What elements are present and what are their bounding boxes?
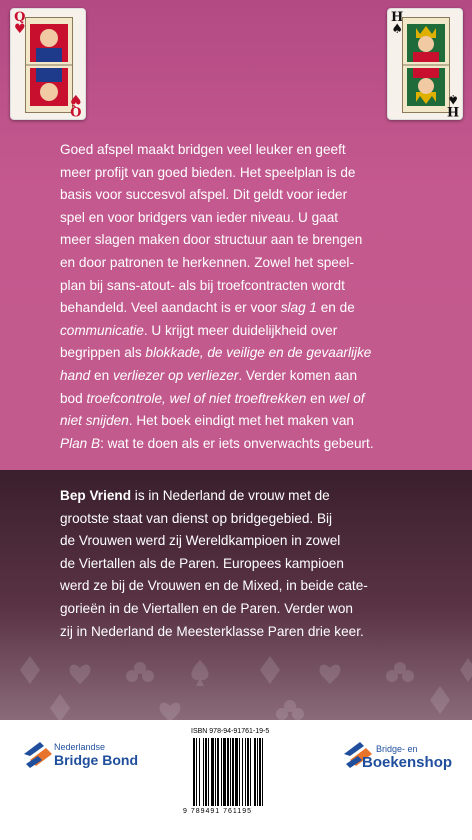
isbn-label: ISBN 978-94-91761-19-5 — [191, 728, 270, 735]
text-run: . Verder komen aan — [238, 367, 357, 383]
text-run: werd ze bij de Vrouwen en de Mixed, in beide cate- — [60, 578, 368, 594]
text-run: behandeld. Veel aandacht is er voor — [60, 300, 281, 316]
emphasis-italic: slag 1 — [280, 300, 317, 316]
author-line — [60, 485, 368, 508]
text-run: meer profijt van goed bieden. Het speelplan is de — [60, 164, 356, 180]
text-run: zij in Nederland de Meesterklasse Paren drie keer. — [60, 623, 364, 639]
description-line — [60, 162, 374, 185]
description-line — [60, 320, 374, 343]
text-run: spel en voor bridgers van ieder niveau. U gaat — [60, 209, 339, 225]
text-run: de Vrouwen werd zij Wereldkampioen in zowel — [60, 533, 341, 549]
description-line — [60, 388, 374, 411]
text-run: en — [306, 390, 330, 406]
bebs-logo-line2: Boekenshop — [362, 754, 453, 771]
king-figure-icon — [402, 17, 450, 113]
text-run: basis voor succesvol afspel. Dit geldt voor ieder — [60, 187, 348, 203]
book-description — [60, 139, 374, 455]
author-line — [60, 553, 368, 576]
author-line — [60, 530, 368, 553]
bridge-en-boekenshop-logo — [340, 732, 465, 792]
author-bio — [60, 485, 368, 643]
nbb-logo-line2: Bridge Bond — [54, 752, 138, 768]
emphasis-italic: troefcontrole, wel of niet troeftrekken — [86, 390, 307, 406]
text-run: is in Nederland de vrouw met de — [131, 488, 330, 503]
text-run: : wat te doen als er iets onverwachts gebeurt. — [100, 435, 374, 451]
text-run: en — [90, 367, 113, 383]
emphasis-bold: Bep Vriend — [60, 488, 132, 503]
bebs-logo-line1: Bridge- en — [376, 744, 418, 754]
emphasis-italic: verliezer op verliezer — [112, 367, 239, 383]
text-run: en de — [316, 300, 355, 316]
author-line — [60, 621, 368, 644]
description-line — [60, 184, 374, 207]
card-corner-bottom: H ♠ — [446, 91, 459, 118]
description-line — [60, 410, 374, 433]
text-run: . U krijgt meer duidelijkheid over — [143, 322, 338, 338]
emphasis-italic: Plan B — [60, 435, 101, 451]
text-run: . Het boek eindigt met het maken van — [128, 413, 354, 429]
text-run: de Viertallen als de Paren. Europees kampioen — [60, 555, 344, 571]
king-of-spades-card — [387, 8, 463, 120]
description-line — [60, 433, 374, 456]
author-line — [60, 575, 368, 598]
description-line — [60, 252, 374, 275]
author-line — [60, 508, 368, 531]
queen-figure-icon — [25, 17, 73, 113]
emphasis-italic: niet snijden — [60, 413, 129, 429]
text-run: en door patronen te herkennen. Zowel het speel- — [60, 254, 354, 270]
barcode-icon — [187, 726, 287, 818]
card-corner-top: Q ♥ — [14, 10, 26, 37]
description-line — [60, 365, 374, 388]
description-line — [60, 342, 374, 365]
text-run: plan bij sans-atout- als bij troefcontracten wordt — [60, 277, 345, 293]
card-corner-top: H ♠ — [391, 10, 404, 37]
text-run: gorieën in de Viertallen en de Paren. Verder won — [60, 600, 353, 616]
text-run: bod — [60, 390, 87, 406]
description-line — [60, 297, 374, 320]
description-line — [60, 139, 374, 162]
barcode-digits: 9 789491 761195 — [183, 808, 252, 815]
text-run: meer slagen maken door structuur aan te brengen — [60, 232, 363, 248]
text-run: grootste staat van dienst op bridgegebied. Bij — [60, 510, 333, 526]
card-corner-bottom: Q ♥ — [70, 91, 82, 118]
description-line — [60, 229, 374, 252]
text-run: begrippen als — [60, 345, 146, 361]
description-line — [60, 275, 374, 298]
text-run: Goed afspel maakt bridgen veel leuker en geeft — [60, 142, 346, 157]
emphasis-italic: wel of — [329, 390, 365, 406]
emphasis-italic: communicatie — [60, 322, 144, 338]
emphasis-italic: blokkade, de veilige en de gevaarlijke — [145, 345, 372, 361]
nbb-logo-line1: Nederlandse — [54, 742, 106, 752]
queen-of-hearts-card — [10, 8, 86, 120]
nederlandse-bridge-bond-logo — [20, 732, 145, 792]
author-line — [60, 598, 368, 621]
description-line — [60, 207, 374, 230]
emphasis-italic: hand — [60, 367, 91, 383]
